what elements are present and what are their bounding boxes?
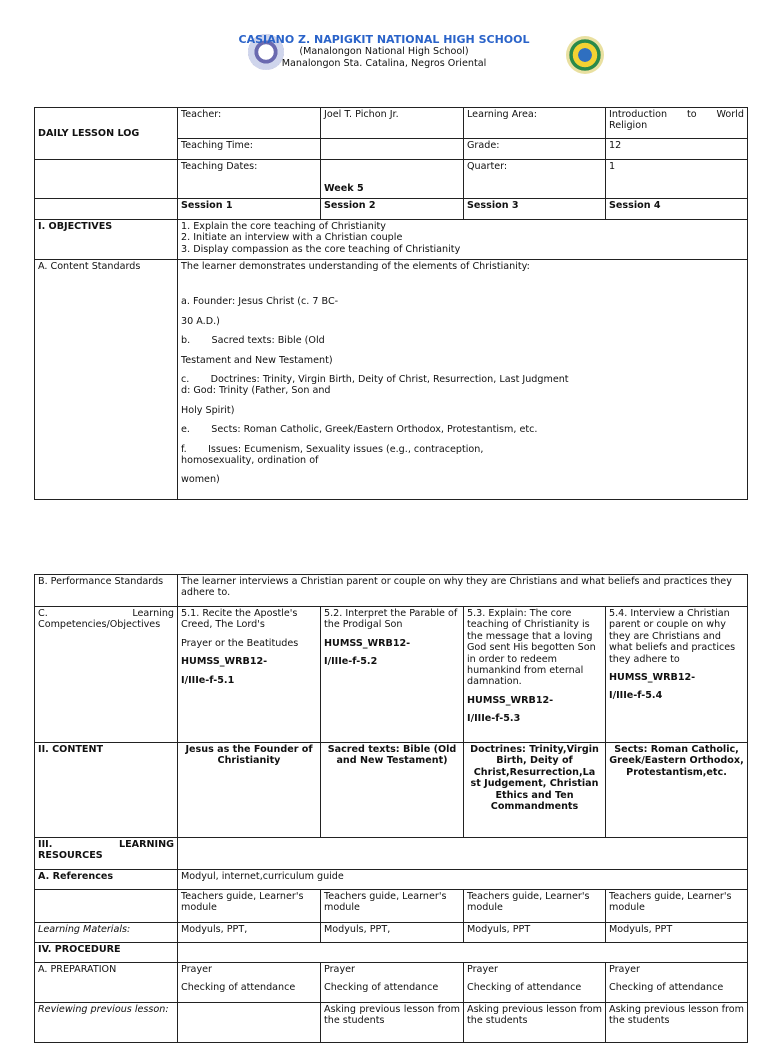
preparation-label: A. PREPARATION: [35, 963, 178, 1003]
competency-code: I/IIIe-f-5.2: [324, 656, 378, 668]
objective-item: 1. Explain the core teaching of Christianity: [181, 221, 386, 232]
reviewing-session-4: Asking previous lesson from the students: [606, 1003, 748, 1043]
performance-standards-label: B. Performance Standards: [35, 575, 178, 607]
blank-cell: [35, 890, 178, 923]
content-line: d: God: Trinity (Father, Son and: [181, 385, 331, 397]
school-alt-name: (Manalongon National High School): [299, 46, 469, 57]
materials-session-3: Modyuls, PPT: [464, 923, 606, 943]
guide-session-2: Teachers guide, Learner's module: [321, 890, 464, 923]
teacher-value: Joel T. Pichon Jr.: [321, 108, 464, 139]
competency-code: HUMSS_WRB12-: [609, 672, 696, 684]
reviewing-label: Reviewing previous lesson:: [35, 1003, 178, 1043]
competency-code: I/IIIe-f-5.4: [609, 690, 663, 702]
content-session-4: Sects: Roman Catholic, Greek/Eastern Orthodox, Protestantism,etc.: [606, 743, 748, 838]
content-line: e. Sects: Roman Catholic, Greek/Eastern Orthodox, Protestantism, etc.: [181, 424, 538, 436]
competency-code: I/IIIe-f-5.1: [181, 674, 235, 686]
content-standards-intro: The learner demonstrates understanding of the elements of Christianity:: [181, 261, 530, 272]
session-3-header: Session 3: [464, 199, 606, 220]
competency-session-2: [321, 607, 464, 743]
content-line: a. Founder: Jesus Christ (c. 7 BC-: [181, 296, 339, 308]
preparation-session-4: [606, 963, 748, 1003]
preparation-session-2: [321, 963, 464, 1003]
attendance-text: Checking of attendance: [324, 982, 439, 994]
quarter-value: 1: [606, 160, 748, 199]
objectives-list: [178, 220, 748, 260]
performance-standards-text: The learner interviews a Christian parent or couple on why they are Christians and what beliefs and practices they adhere to.: [178, 575, 748, 607]
week-value: Week 5: [321, 160, 464, 199]
grade-value: 12: [606, 139, 748, 160]
teaching-dates-label: Teaching Dates:: [178, 160, 321, 199]
content-label: II. CONTENT: [35, 743, 178, 838]
attendance-text: Checking of attendance: [609, 982, 724, 994]
competency-text: 5.2. Interpret the Parable of the Prodigal Son: [324, 608, 458, 631]
competencies-label: C. Learning Competencies/Objectives: [35, 607, 178, 743]
learning-materials-label: Learning Materials:: [35, 923, 178, 943]
teacher-label: Teacher:: [178, 108, 321, 139]
references-text: Modyul, internet,curriculum guide: [178, 870, 748, 890]
competency-code: HUMSS_WRB12-: [324, 637, 411, 649]
blank-cell: [35, 160, 178, 199]
dll-title: DAILY LESSON LOG: [35, 108, 178, 160]
preparation-session-3: [464, 963, 606, 1003]
teaching-time-label: Teaching Time:: [178, 139, 321, 160]
teaching-time-value: [321, 139, 464, 160]
guide-session-3: Teachers guide, Learner's module: [464, 890, 606, 923]
school-address: Manalongon Sta. Catalina, Negros Oriental: [281, 58, 487, 69]
school-name: CASIANO Z. NAPIGKIT NATIONAL HIGH SCHOOL: [238, 33, 530, 46]
lesson-log-table-top: [34, 107, 748, 500]
objective-item: 3. Display compassion as the core teaching of Christianity: [181, 243, 461, 255]
content-line: f. Issues: Ecumenism, Sexuality issues (e.g., contraception, homosexuality, ordination of: [181, 443, 487, 467]
lesson-log-table-bottom: [34, 574, 748, 1043]
reviewing-session-2: Asking previous lesson from the students: [321, 1003, 464, 1043]
competency-code: HUMSS_WRB12-: [181, 656, 268, 668]
blank-cell: [35, 199, 178, 220]
reviewing-session-3: Asking previous lesson from the students: [464, 1003, 606, 1043]
school-header: [0, 34, 768, 70]
content-line: b. Sacred texts: Bible (Old: [181, 335, 325, 347]
materials-session-2: Modyuls, PPT,: [321, 923, 464, 943]
references-label: A. References: [35, 870, 178, 890]
competency-session-1: [178, 607, 321, 743]
content-standards-text: [178, 260, 748, 500]
blank-cell: [178, 1003, 321, 1043]
materials-session-4: Modyuls, PPT: [606, 923, 748, 943]
grade-label: Grade:: [464, 139, 606, 160]
guide-session-4: Teachers guide, Learner's module: [606, 890, 748, 923]
prayer-text: Prayer: [181, 964, 212, 975]
prayer-text: Prayer: [324, 964, 355, 975]
preparation-session-1: [178, 963, 321, 1003]
competency-text: Prayer or the Beatitudes: [181, 637, 299, 649]
objective-item: 2. Initiate an interview with a Christian couple: [181, 232, 403, 244]
objectives-label: I. OBJECTIVES: [35, 220, 178, 260]
session-4-header: Session 4: [606, 199, 748, 220]
competency-text: 5.4. Interview a Christian parent or couple on why they are Christians and what beliefs and practices they adhere to: [609, 608, 736, 665]
prayer-text: Prayer: [609, 964, 640, 975]
attendance-text: Checking of attendance: [467, 982, 582, 994]
blank-cell: [178, 838, 748, 870]
competency-text: 5.1. Recite the Apostle's Creed, The Lord's: [181, 608, 298, 631]
competency-code: HUMSS_WRB12-: [467, 694, 554, 706]
competency-code: I/IIIe-f-5.3: [467, 713, 521, 725]
learning-area-value: Introduction to World Religion: [606, 108, 748, 139]
quarter-label: Quarter:: [464, 160, 606, 199]
procedure-label: IV. PROCEDURE: [35, 943, 178, 963]
blank-cell: [178, 943, 748, 963]
prayer-text: Prayer: [467, 964, 498, 975]
content-session-1: Jesus as the Founder of Christianity: [178, 743, 321, 838]
session-2-header: Session 2: [321, 199, 464, 220]
competency-text: 5.3. Explain: The core teaching of Christianity is the message that a loving God sent His begotten Son in order to redeem humankind from eternal damnation.: [467, 608, 596, 688]
content-session-3: Doctrines: Trinity,Virgin Birth, Deity of Christ,Resurrection,La st Judgement, Christian Ethics and Ten Commandments: [464, 743, 606, 838]
content-line: c. Doctrines: Trinity, Virgin Birth, Deity of Christ, Resurrection, Last Judgment: [181, 374, 569, 386]
content-line: Testament and New Testament): [181, 354, 333, 366]
learning-area-label: Learning Area:: [464, 108, 606, 139]
materials-session-1: Modyuls, PPT,: [178, 923, 321, 943]
session-1-header: Session 1: [178, 199, 321, 220]
competency-session-3: [464, 607, 606, 743]
content-session-2: Sacred texts: Bible (Old and New Testament): [321, 743, 464, 838]
learning-resources-label: III. LEARNING RESOURCES: [35, 838, 178, 870]
content-standards-label: A. Content Standards: [35, 260, 178, 500]
content-line: 30 A.D.): [181, 315, 220, 327]
content-line: women): [181, 474, 220, 486]
content-line: Holy Spirit): [181, 404, 235, 416]
attendance-text: Checking of attendance: [181, 982, 296, 994]
guide-session-1: Teachers guide, Learner's module: [178, 890, 321, 923]
competency-session-4: [606, 607, 748, 743]
